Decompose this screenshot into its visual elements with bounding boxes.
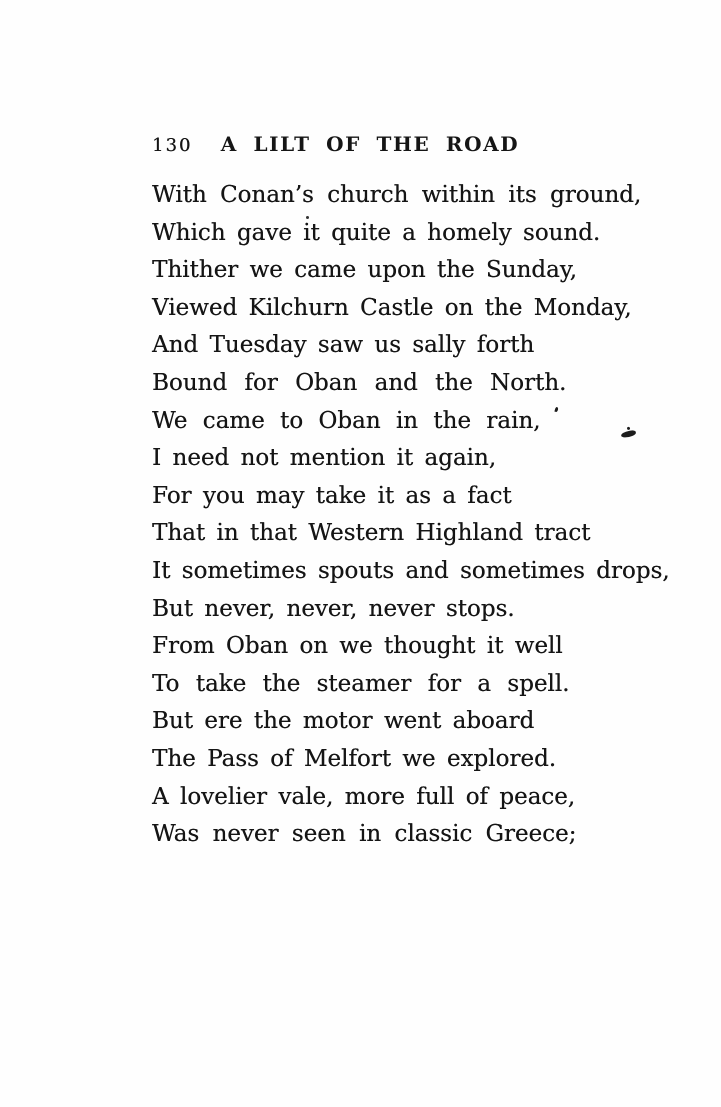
poem-line: Thither we came upon the Sunday, — [152, 257, 577, 284]
poem-line: For you may take it as a fact — [152, 482, 512, 509]
running-header — [152, 132, 588, 158]
poem-line: From Oban on we thought it well — [152, 633, 563, 660]
poem-line: It sometimes spouts and sometimes drops, — [152, 557, 670, 584]
ink-speck — [306, 216, 309, 219]
poem-line: Bound for Oban and the North. — [152, 369, 567, 396]
poem-line: Was never seen in classic Greece; — [152, 821, 577, 848]
poem-line: The Pass of Melfort we explored. — [152, 745, 557, 772]
poem-line: Which gave it quite a homely sound. — [152, 219, 601, 246]
poem-line: That in that Western Highland tract — [152, 520, 591, 547]
poem-line: But never, never, never stops. — [152, 595, 515, 622]
poem-line: We came to Oban in the rain, — [152, 407, 541, 434]
poem-body — [152, 177, 670, 854]
poem-line: Viewed Kilchurn Castle on the Monday, — [152, 294, 632, 321]
poem-line: And Tuesday saw us sally forth — [152, 332, 535, 359]
poem-line: But ere the motor went aboard — [152, 708, 535, 735]
poem-line: I need not mention it again, — [152, 445, 497, 472]
poem-line: A lovelier vale, more full of peace, — [152, 783, 576, 810]
running-title: A LILT OF THE ROAD — [220, 132, 520, 156]
poem-line: To take the steamer for a spell. — [152, 670, 570, 697]
page-number: 130 — [152, 135, 193, 156]
poem-line: With Conan’s church within its ground, — [152, 182, 642, 208]
